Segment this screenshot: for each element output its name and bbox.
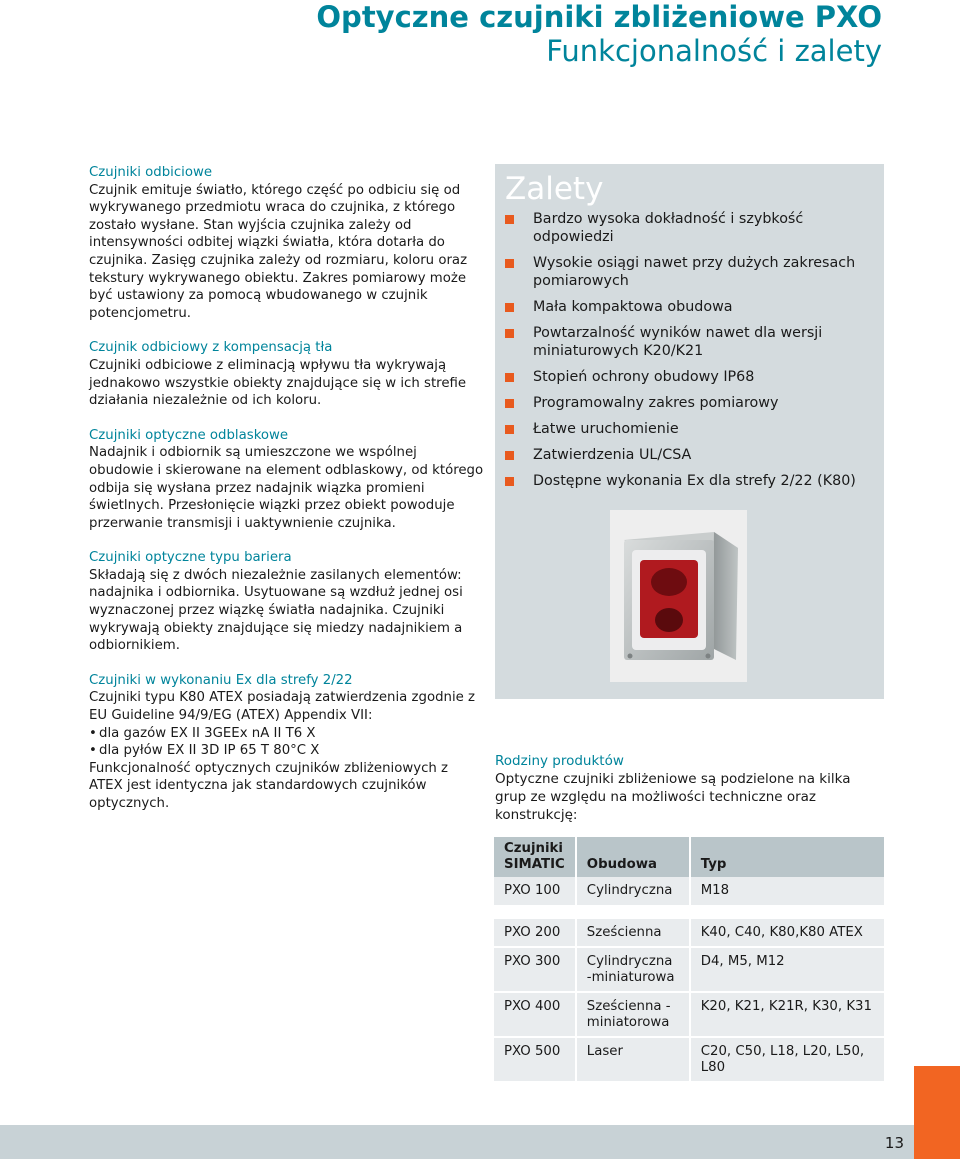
section-body: Składają się z dwóch niezależnie zasilanych elementów: nadajnika i odbiornika. Usytuowane są wzdłuż jednej osi wyznaczonej przez wiązkę światła nadajnika. Czujniki wykrywają obiekty znajdujące się miedzy nadajnikiem a odbiornikiem.: [89, 567, 463, 654]
table-cell: PXO 400: [494, 992, 576, 1037]
product-table: [494, 837, 884, 1081]
left-column: [89, 164, 484, 830]
list-item: Programowalny zakres pomiarowy: [505, 394, 875, 412]
page-title: [316, 0, 882, 68]
section-title: Czujniki w wykonaniu Ex dla strefy 2/22: [89, 672, 353, 688]
square-bullet-icon: [505, 425, 514, 434]
section-title: Czujniki optyczne typu bariera: [89, 550, 292, 566]
square-bullet-icon: [505, 373, 514, 382]
list-item: Wysokie osiągi nawet przy dużych zakresach pomiarowych: [505, 254, 875, 290]
advantages-title: Zalety: [505, 171, 604, 207]
section-title: Czujnik odbiciowy z kompensacją tła: [89, 340, 333, 356]
square-bullet-icon: [505, 259, 514, 268]
table-row: [494, 1037, 884, 1081]
table-cell: D4, M5, M12: [690, 947, 884, 992]
advantages-list: [505, 210, 875, 498]
table-cell: K20, K21, K21R, K30, K31: [690, 992, 884, 1037]
section-title: Czujniki optyczne odblaskowe: [89, 427, 289, 443]
section-title: Czujniki odbiciowe: [89, 165, 213, 180]
table-cell: PXO 300: [494, 947, 576, 992]
page-number: 13: [884, 1134, 904, 1152]
square-bullet-icon: [505, 477, 514, 486]
section-body-after: Funkcjonalność optycznych czujników zbliżeniowych z ATEX jest identyczna jak standardowych czujników optycznych.: [89, 760, 449, 811]
square-bullet-icon: [505, 451, 514, 460]
atex-bullet-list: [89, 725, 484, 760]
section-title: Rodziny produktów: [495, 753, 624, 769]
table-cell: Sześcienna: [576, 919, 690, 948]
list-item: Zatwierdzenia UL/CSA: [505, 446, 875, 464]
section-reflective: [89, 164, 484, 322]
section-background-suppression: [89, 339, 484, 409]
list-item: Mała kompaktowa obudowa: [505, 298, 875, 316]
table-row: [494, 992, 884, 1037]
header-cell: Czujniki SIMATIC: [494, 837, 576, 877]
header-cell: Obudowa: [576, 837, 690, 877]
section-ex-zone: [89, 672, 484, 813]
table-header-row: [494, 837, 884, 877]
table-cell: K40, C40, K80,K80 ATEX: [690, 919, 884, 948]
table-cell: PXO 200: [494, 919, 576, 948]
table-spacer: [494, 905, 884, 919]
advantages-panel: [495, 164, 884, 699]
table-cell: Sześcienna -miniatorowa: [576, 992, 690, 1037]
section-through-beam: [89, 549, 484, 655]
table-row: [494, 877, 884, 905]
table-cell: PXO 500: [494, 1037, 576, 1081]
header-cell: Typ: [690, 837, 884, 877]
table-row: [494, 919, 884, 948]
table-cell: Cylindryczna: [576, 877, 690, 905]
section-body: Optyczne czujniki zbliżeniowe są podzielone na kilka grup ze względu na możliwości techniczne oraz konstrukcję:: [495, 771, 851, 823]
square-bullet-icon: [505, 215, 514, 224]
title-line-1: Optyczne czujniki zbliżeniowe PXO: [316, 0, 882, 34]
product-families: [495, 752, 884, 824]
list-item: Stopień ochrony obudowy IP68: [505, 368, 875, 386]
list-item: Bardzo wysoka dokładność i szybkość odpowiedzi: [505, 210, 875, 246]
list-item: Powtarzalność wyników nawet dla wersji miniaturowych K20/K21: [505, 324, 875, 360]
table-row: [494, 947, 884, 992]
list-item: Łatwe uruchomienie: [505, 420, 875, 438]
table-cell: PXO 100: [494, 877, 576, 905]
list-item: • dla pyłów EX II 3D IP 65 T 80°C X: [89, 742, 484, 760]
section-body: Czujniki typu K80 ATEX posiadają zatwierdzenia zgodnie z EU Guideline 94/9/EG (ATEX) Appendix VII:: [89, 690, 476, 724]
title-line-2: Funkcjonalność i zalety: [546, 34, 882, 68]
table-cell: Laser: [576, 1037, 690, 1081]
square-bullet-icon: [505, 329, 514, 338]
table-cell: M18: [690, 877, 884, 905]
section-body: Czujnik emituje światło, którego część po odbiciu się od wykrywanego przedmiotu wraca do czujnika, z którego zostało wysłane. Stan wyjścia czujnika zależy od intensywności odbitej wiązki światła, która dotarła do czujnika. Zasięg czujnika zależy od rozmiaru, koloru oraz tekstury wykrywanego obiektu. Zakres pomiarowy może być ustawiony za pomocą wbudowanego w czujnik potencjometru.: [89, 182, 468, 321]
list-item: • dla gazów EX II 3GEEx nA II T6 X: [89, 725, 484, 743]
square-bullet-icon: [505, 399, 514, 408]
sensor-photo: [610, 510, 747, 682]
square-bullet-icon: [505, 303, 514, 312]
section-retroreflective: [89, 427, 484, 533]
footer-bar: [0, 1125, 914, 1159]
table-cell: Cylindryczna -miniaturowa: [576, 947, 690, 992]
list-item: Dostępne wykonania Ex dla strefy 2/22 (K80): [505, 472, 875, 490]
section-body: Nadajnik i odbiornik są umieszczone we wspólnej obudowie i skierowane na element odblaskowy, od którego odbija się wysłana przez nadajnik wiązka promieni świetlnych. Przesłonięcie wiązki przez obiekt powoduje przerwanie transmisji i uaktywnienie czujnika.: [89, 445, 484, 531]
page-tab-marker: [914, 1066, 960, 1159]
table-cell: C20, C50, L18, L20, L50, L80: [690, 1037, 884, 1081]
section-body: Czujniki odbiciowe z eliminacją wpływu tła wykrywają jednakowo wszystkie obiekty znajdujące się w ich strefie działania niezależnie od ich koloru.: [89, 357, 467, 409]
